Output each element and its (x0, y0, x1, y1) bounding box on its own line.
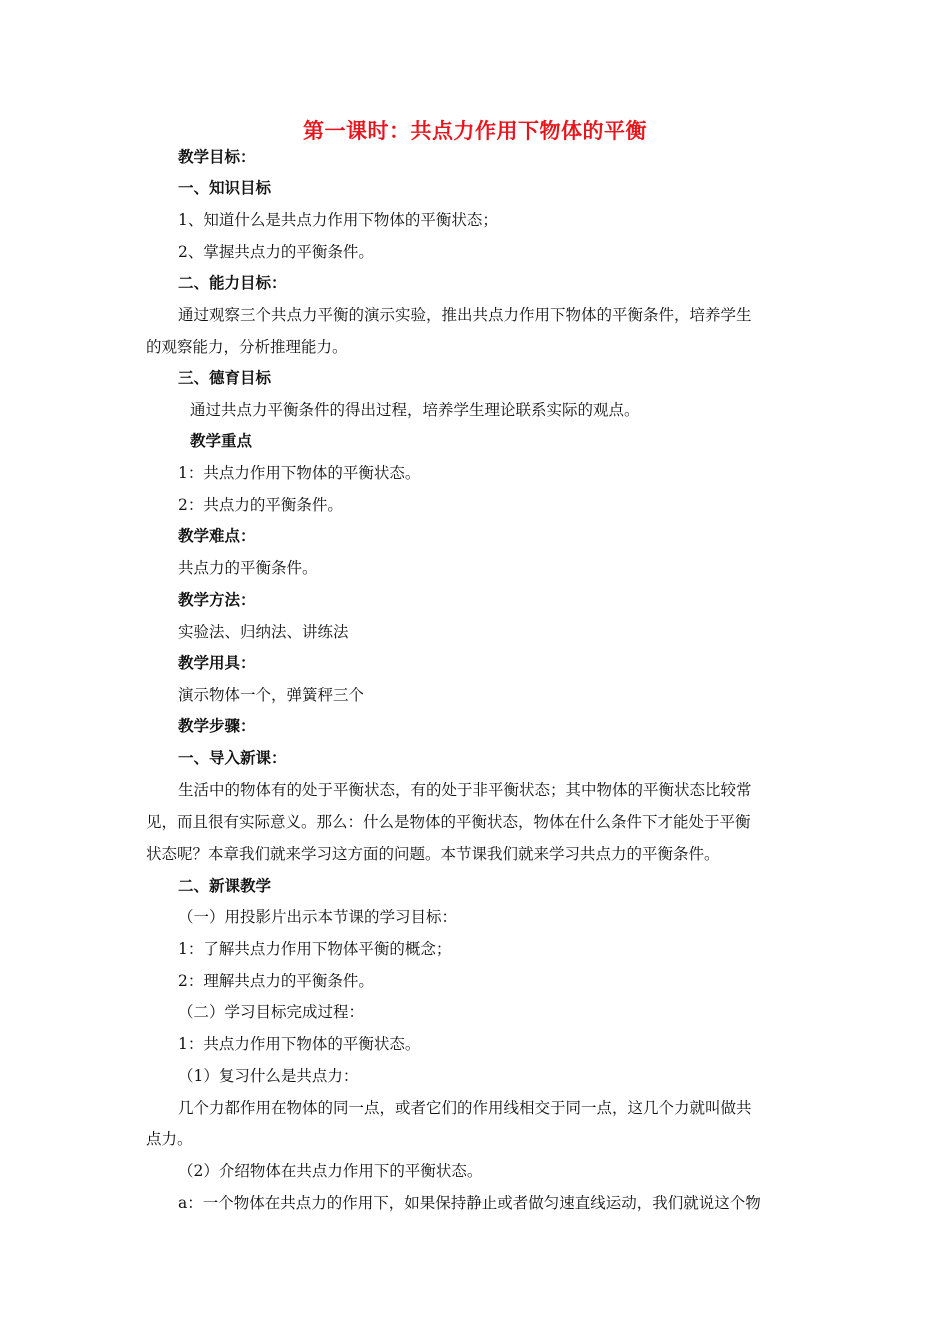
document-title: 第一课时：共点力作用下物体的平衡 (303, 119, 647, 143)
heading-ability-goals: 二、能力目标： (178, 274, 287, 292)
heading-tools: 教学用具： (178, 654, 256, 672)
heading-methods: 教学方法： (178, 591, 256, 609)
paragraph-line: a：一个物体在共点力的作用下，如果保持静止或者做匀速直线运动，我们就说这个物 (178, 1194, 761, 1212)
heading-teaching-goals: 教学目标： (178, 148, 256, 166)
paragraph-line: 2、掌握共点力的平衡条件。 (178, 243, 374, 261)
paragraph-line: 演示物体一个，弹簧秤三个 (178, 686, 365, 704)
heading-knowledge-goals: 一、知识目标 (178, 179, 272, 197)
paragraph-line: 实验法、归纳法、讲练法 (178, 623, 349, 641)
paragraph-line: 点力。 (146, 1130, 193, 1148)
paragraph-line: （1）复习什么是共点力： (178, 1067, 359, 1085)
paragraph-line: （2）介绍物体在共点力作用下的平衡状态。 (178, 1162, 483, 1180)
paragraph-line: 几个力都作用在物体的同一点，或者它们的作用线相交于同一点，这几个力就叫做共 (178, 1099, 752, 1117)
paragraph-line: 通过观察三个共点力平衡的演示实验，推出共点力作用下物体的平衡条件，培养学生 (178, 306, 752, 324)
heading-moral-goals: 三、德育目标 (178, 369, 272, 387)
paragraph-line: 1：共点力作用下物体的平衡状态。 (178, 1035, 421, 1053)
paragraph-line: 通过共点力平衡条件的得出过程，培养学生理论联系实际的观点。 (190, 401, 640, 419)
paragraph-line: 生活中的物体有的处于平衡状态，有的处于非平衡状态；其中物体的平衡状态比较常 (178, 781, 752, 799)
paragraph-line: 共点力的平衡条件。 (178, 559, 318, 577)
paragraph-line: 1：了解共点力作用下物体平衡的概念； (178, 940, 452, 958)
paragraph-line: （二）学习目标完成过程： (178, 1003, 365, 1021)
paragraph-line: 1、知道什么是共点力作用下物体的平衡状态； (178, 211, 498, 229)
paragraph-line: 2：共点力的平衡条件。 (178, 496, 343, 514)
paragraph-line: 状态呢？本章我们就来学习这方面的问题。本节课我们就来学习共点力的平衡条件。 (146, 845, 720, 863)
heading-new-lesson: 二、新课教学 (178, 877, 272, 895)
heading-key-points: 教学重点 (190, 432, 253, 450)
paragraph-line: 见，而且很有实际意义。那么：什么是物体的平衡状态，物体在什么条件下才能处于平衡 (146, 813, 751, 831)
paragraph-line: 1：共点力作用下物体的平衡状态。 (178, 464, 421, 482)
paragraph-line: 的观察能力，分析推理能力。 (146, 338, 348, 356)
heading-introduction: 一、导入新课： (178, 749, 287, 767)
paragraph-line: 2：理解共点力的平衡条件。 (178, 972, 374, 990)
paragraph-line: （一）用投影片出示本节课的学习目标： (178, 908, 458, 926)
heading-steps: 教学步骤： (178, 717, 256, 735)
heading-difficulties: 教学难点： (178, 527, 256, 545)
